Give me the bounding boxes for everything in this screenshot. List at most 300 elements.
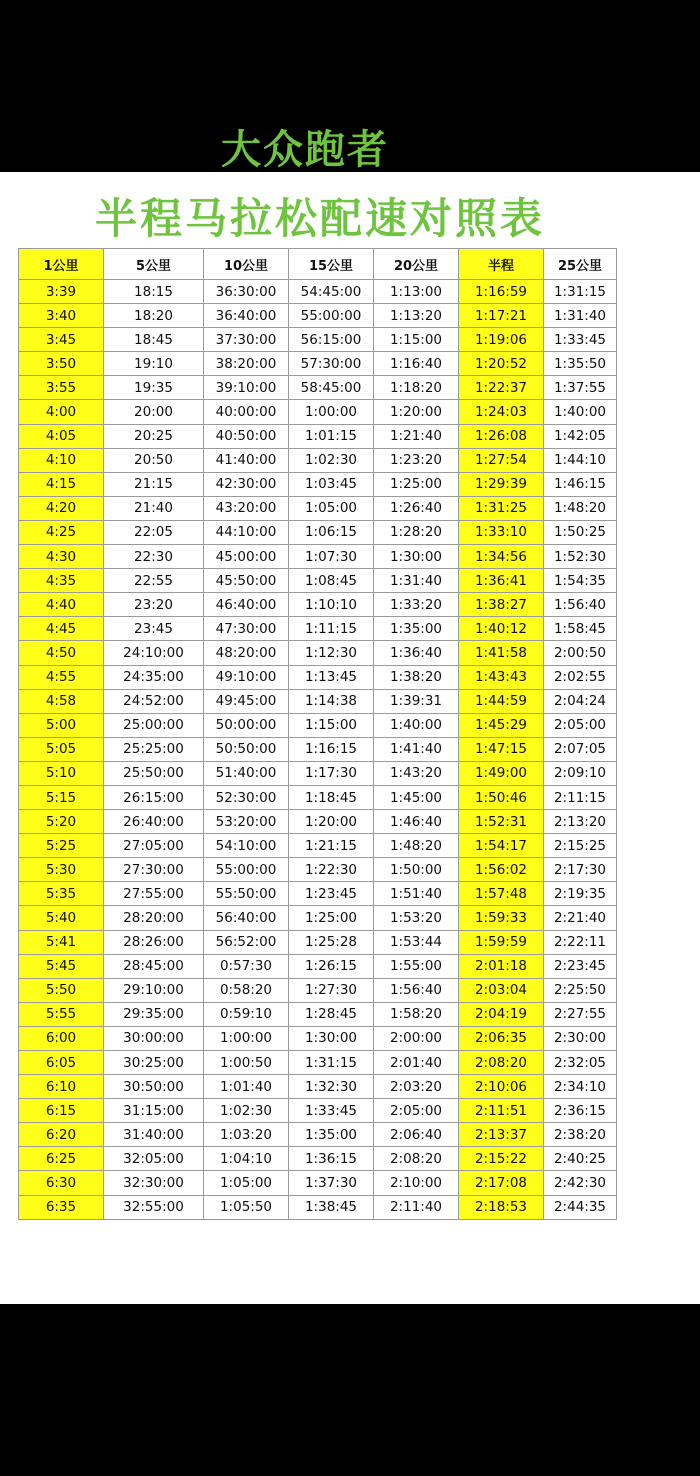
time-20km-cell: 2:01:40 (374, 1051, 459, 1075)
time-10km-cell: 1:03:20 (204, 1123, 289, 1147)
time-20km-cell: 1:39:31 (374, 689, 459, 713)
table-row (19, 834, 617, 858)
table-row (19, 1026, 617, 1050)
time-10km-cell: 52:30:00 (204, 785, 289, 809)
pace-1km-cell: 4:50 (19, 641, 104, 665)
time-5km-cell: 32:30:00 (104, 1171, 204, 1195)
time-25km-cell: 1:42:05 (544, 424, 617, 448)
pace-1km-cell: 4:58 (19, 689, 104, 713)
time-15km-cell: 1:16:15 (289, 737, 374, 761)
time-15km-cell: 1:23:45 (289, 882, 374, 906)
time-25km-cell: 2:00:50 (544, 641, 617, 665)
table-row (19, 930, 617, 954)
time-half-cell: 1:43:43 (459, 665, 544, 689)
time-25km-cell: 2:38:20 (544, 1123, 617, 1147)
table-row (19, 785, 617, 809)
pace-1km-cell: 4:25 (19, 520, 104, 544)
time-half-cell: 1:34:56 (459, 545, 544, 569)
time-15km-cell: 1:25:28 (289, 930, 374, 954)
table-row (19, 376, 617, 400)
time-20km-cell: 1:13:00 (374, 280, 459, 304)
time-half-cell: 2:13:37 (459, 1123, 544, 1147)
time-half-cell: 1:33:10 (459, 520, 544, 544)
time-10km-cell: 39:10:00 (204, 376, 289, 400)
table-row (19, 665, 617, 689)
table-row (19, 1002, 617, 1026)
time-15km-cell: 1:15:00 (289, 713, 374, 737)
time-20km-cell: 1:21:40 (374, 424, 459, 448)
time-15km-cell: 1:32:30 (289, 1075, 374, 1099)
time-15km-cell: 1:05:00 (289, 496, 374, 520)
time-5km-cell: 25:50:00 (104, 761, 204, 785)
time-25km-cell: 2:19:35 (544, 882, 617, 906)
table-row (19, 545, 617, 569)
time-25km-cell: 1:56:40 (544, 593, 617, 617)
time-20km-cell: 1:41:40 (374, 737, 459, 761)
pace-1km-cell: 6:15 (19, 1099, 104, 1123)
table-row (19, 641, 617, 665)
time-25km-cell: 2:42:30 (544, 1171, 617, 1195)
time-5km-cell: 20:25 (104, 424, 204, 448)
pace-1km-cell: 5:30 (19, 858, 104, 882)
time-20km-cell: 2:11:40 (374, 1195, 459, 1219)
table-row (19, 1195, 617, 1219)
time-5km-cell: 21:15 (104, 472, 204, 496)
time-half-cell: 1:45:29 (459, 713, 544, 737)
time-half-cell: 1:47:15 (459, 737, 544, 761)
time-10km-cell: 48:20:00 (204, 641, 289, 665)
header-1km: 1公里 (19, 249, 104, 280)
time-20km-cell: 1:25:00 (374, 472, 459, 496)
pace-1km-cell: 3:45 (19, 328, 104, 352)
time-10km-cell: 0:57:30 (204, 954, 289, 978)
time-20km-cell: 1:53:44 (374, 930, 459, 954)
time-20km-cell: 2:05:00 (374, 1099, 459, 1123)
time-15km-cell: 1:35:00 (289, 1123, 374, 1147)
time-20km-cell: 2:06:40 (374, 1123, 459, 1147)
time-25km-cell: 1:52:30 (544, 545, 617, 569)
time-20km-cell: 2:00:00 (374, 1026, 459, 1050)
time-10km-cell: 1:05:50 (204, 1195, 289, 1219)
time-15km-cell: 1:11:15 (289, 617, 374, 641)
time-half-cell: 2:06:35 (459, 1026, 544, 1050)
header-half-marathon: 半程 (459, 249, 544, 280)
table-row (19, 569, 617, 593)
time-15km-cell: 1:17:30 (289, 761, 374, 785)
time-25km-cell: 2:36:15 (544, 1099, 617, 1123)
header-20km: 20公里 (374, 249, 459, 280)
table-row (19, 472, 617, 496)
time-20km-cell: 1:40:00 (374, 713, 459, 737)
time-half-cell: 1:50:46 (459, 785, 544, 809)
time-15km-cell: 1:02:30 (289, 448, 374, 472)
time-25km-cell: 1:35:50 (544, 352, 617, 376)
pace-1km-cell: 6:00 (19, 1026, 104, 1050)
pace-1km-cell: 3:50 (19, 352, 104, 376)
time-20km-cell: 1:36:40 (374, 641, 459, 665)
table-row (19, 761, 617, 785)
time-15km-cell: 1:20:00 (289, 810, 374, 834)
pace-1km-cell: 5:41 (19, 930, 104, 954)
time-half-cell: 1:38:27 (459, 593, 544, 617)
time-half-cell: 1:36:41 (459, 569, 544, 593)
time-15km-cell: 1:28:45 (289, 1002, 374, 1026)
time-half-cell: 1:22:37 (459, 376, 544, 400)
pace-1km-cell: 6:35 (19, 1195, 104, 1219)
time-half-cell: 1:54:17 (459, 834, 544, 858)
time-10km-cell: 51:40:00 (204, 761, 289, 785)
time-20km-cell: 1:28:20 (374, 520, 459, 544)
time-25km-cell: 1:44:10 (544, 448, 617, 472)
time-25km-cell: 1:46:15 (544, 472, 617, 496)
time-5km-cell: 18:20 (104, 304, 204, 328)
time-half-cell: 1:40:12 (459, 617, 544, 641)
time-5km-cell: 32:05:00 (104, 1147, 204, 1171)
time-15km-cell: 1:00:00 (289, 400, 374, 424)
time-25km-cell: 2:44:35 (544, 1195, 617, 1219)
time-5km-cell: 20:00 (104, 400, 204, 424)
time-20km-cell: 1:45:00 (374, 785, 459, 809)
time-half-cell: 2:18:53 (459, 1195, 544, 1219)
time-10km-cell: 0:59:10 (204, 1002, 289, 1026)
time-20km-cell: 1:30:00 (374, 545, 459, 569)
time-5km-cell: 18:15 (104, 280, 204, 304)
time-25km-cell: 2:04:24 (544, 689, 617, 713)
time-25km-cell: 2:22:11 (544, 930, 617, 954)
time-half-cell: 1:27:54 (459, 448, 544, 472)
time-20km-cell: 1:15:00 (374, 328, 459, 352)
time-20km-cell: 1:33:20 (374, 593, 459, 617)
time-half-cell: 2:10:06 (459, 1075, 544, 1099)
time-20km-cell: 1:48:20 (374, 834, 459, 858)
pace-1km-cell: 4:15 (19, 472, 104, 496)
time-15km-cell: 54:45:00 (289, 280, 374, 304)
table-row (19, 1171, 617, 1195)
table-row (19, 328, 617, 352)
time-half-cell: 1:29:39 (459, 472, 544, 496)
pace-table-body (19, 280, 617, 1220)
time-half-cell: 2:17:08 (459, 1171, 544, 1195)
pace-1km-cell: 4:20 (19, 496, 104, 520)
time-15km-cell: 1:01:15 (289, 424, 374, 448)
table-row (19, 1147, 617, 1171)
time-5km-cell: 30:25:00 (104, 1051, 204, 1075)
time-half-cell: 1:59:59 (459, 930, 544, 954)
pace-1km-cell: 4:45 (19, 617, 104, 641)
time-15km-cell: 55:00:00 (289, 304, 374, 328)
time-5km-cell: 29:10:00 (104, 978, 204, 1002)
time-5km-cell: 24:52:00 (104, 689, 204, 713)
time-15km-cell: 56:15:00 (289, 328, 374, 352)
time-20km-cell: 1:16:40 (374, 352, 459, 376)
time-10km-cell: 41:40:00 (204, 448, 289, 472)
time-25km-cell: 2:25:50 (544, 978, 617, 1002)
pace-table (18, 248, 617, 1220)
time-5km-cell: 29:35:00 (104, 1002, 204, 1026)
time-10km-cell: 43:20:00 (204, 496, 289, 520)
time-10km-cell: 54:10:00 (204, 834, 289, 858)
page-title: 半程马拉松配速对照表 (94, 194, 545, 243)
time-5km-cell: 32:55:00 (104, 1195, 204, 1219)
time-15km-cell: 1:14:38 (289, 689, 374, 713)
bottom-black-bar (0, 1304, 700, 1476)
time-15km-cell: 1:10:10 (289, 593, 374, 617)
time-20km-cell: 1:56:40 (374, 978, 459, 1002)
time-5km-cell: 19:35 (104, 376, 204, 400)
table-row (19, 617, 617, 641)
pace-1km-cell: 4:35 (19, 569, 104, 593)
time-15km-cell: 1:31:15 (289, 1051, 374, 1075)
time-10km-cell: 50:00:00 (204, 713, 289, 737)
time-25km-cell: 2:09:10 (544, 761, 617, 785)
time-20km-cell: 1:31:40 (374, 569, 459, 593)
time-half-cell: 1:49:00 (459, 761, 544, 785)
time-10km-cell: 45:00:00 (204, 545, 289, 569)
time-half-cell: 1:44:59 (459, 689, 544, 713)
time-10km-cell: 56:52:00 (204, 930, 289, 954)
table-row (19, 304, 617, 328)
time-5km-cell: 21:40 (104, 496, 204, 520)
time-25km-cell: 2:32:05 (544, 1051, 617, 1075)
time-5km-cell: 22:55 (104, 569, 204, 593)
pace-1km-cell: 6:05 (19, 1051, 104, 1075)
time-5km-cell: 26:15:00 (104, 785, 204, 809)
pace-1km-cell: 5:35 (19, 882, 104, 906)
time-10km-cell: 44:10:00 (204, 520, 289, 544)
time-20km-cell: 2:10:00 (374, 1171, 459, 1195)
time-15km-cell: 1:38:45 (289, 1195, 374, 1219)
time-25km-cell: 1:37:55 (544, 376, 617, 400)
table-row (19, 400, 617, 424)
time-15km-cell: 1:30:00 (289, 1026, 374, 1050)
time-10km-cell: 40:50:00 (204, 424, 289, 448)
time-25km-cell: 2:05:00 (544, 713, 617, 737)
pace-1km-cell: 5:05 (19, 737, 104, 761)
table-row (19, 1099, 617, 1123)
time-10km-cell: 49:10:00 (204, 665, 289, 689)
time-5km-cell: 30:50:00 (104, 1075, 204, 1099)
time-5km-cell: 22:05 (104, 520, 204, 544)
time-5km-cell: 25:25:00 (104, 737, 204, 761)
table-row (19, 1123, 617, 1147)
time-15km-cell: 1:08:45 (289, 569, 374, 593)
time-half-cell: 1:41:58 (459, 641, 544, 665)
time-25km-cell: 2:17:30 (544, 858, 617, 882)
pace-1km-cell: 6:25 (19, 1147, 104, 1171)
pace-1km-cell: 3:40 (19, 304, 104, 328)
time-half-cell: 1:57:48 (459, 882, 544, 906)
table-row (19, 978, 617, 1002)
time-10km-cell: 50:50:00 (204, 737, 289, 761)
time-25km-cell: 2:30:00 (544, 1026, 617, 1050)
time-half-cell: 1:31:25 (459, 496, 544, 520)
time-10km-cell: 45:50:00 (204, 569, 289, 593)
time-half-cell: 2:11:51 (459, 1099, 544, 1123)
time-15km-cell: 1:22:30 (289, 858, 374, 882)
table-row (19, 448, 617, 472)
time-25km-cell: 2:21:40 (544, 906, 617, 930)
time-5km-cell: 28:45:00 (104, 954, 204, 978)
time-half-cell: 1:16:59 (459, 280, 544, 304)
time-15km-cell: 1:37:30 (289, 1171, 374, 1195)
time-5km-cell: 22:30 (104, 545, 204, 569)
time-10km-cell: 1:00:00 (204, 1026, 289, 1050)
time-15km-cell: 1:27:30 (289, 978, 374, 1002)
time-25km-cell: 1:54:35 (544, 569, 617, 593)
time-10km-cell: 49:45:00 (204, 689, 289, 713)
header-5km: 5公里 (104, 249, 204, 280)
time-25km-cell: 1:31:40 (544, 304, 617, 328)
time-half-cell: 1:24:03 (459, 400, 544, 424)
time-25km-cell: 2:23:45 (544, 954, 617, 978)
time-15km-cell: 1:13:45 (289, 665, 374, 689)
time-10km-cell: 1:00:50 (204, 1051, 289, 1075)
time-20km-cell: 1:20:00 (374, 400, 459, 424)
time-half-cell: 2:15:22 (459, 1147, 544, 1171)
pace-1km-cell: 5:20 (19, 810, 104, 834)
pace-table-header-row (19, 249, 617, 280)
table-row (19, 1075, 617, 1099)
time-10km-cell: 1:04:10 (204, 1147, 289, 1171)
time-half-cell: 1:17:21 (459, 304, 544, 328)
pace-1km-cell: 5:45 (19, 954, 104, 978)
time-5km-cell: 24:10:00 (104, 641, 204, 665)
time-5km-cell: 19:10 (104, 352, 204, 376)
time-15km-cell: 1:21:15 (289, 834, 374, 858)
time-5km-cell: 26:40:00 (104, 810, 204, 834)
time-10km-cell: 47:30:00 (204, 617, 289, 641)
table-row (19, 858, 617, 882)
time-5km-cell: 25:00:00 (104, 713, 204, 737)
time-20km-cell: 1:35:00 (374, 617, 459, 641)
time-10km-cell: 55:50:00 (204, 882, 289, 906)
time-5km-cell: 27:55:00 (104, 882, 204, 906)
time-5km-cell: 27:05:00 (104, 834, 204, 858)
pace-1km-cell: 5:50 (19, 978, 104, 1002)
time-20km-cell: 1:58:20 (374, 1002, 459, 1026)
time-half-cell: 1:52:31 (459, 810, 544, 834)
time-15km-cell: 1:03:45 (289, 472, 374, 496)
time-25km-cell: 2:34:10 (544, 1075, 617, 1099)
time-5km-cell: 31:40:00 (104, 1123, 204, 1147)
time-25km-cell: 1:58:45 (544, 617, 617, 641)
time-half-cell: 1:19:06 (459, 328, 544, 352)
time-10km-cell: 36:30:00 (204, 280, 289, 304)
table-row (19, 954, 617, 978)
time-10km-cell: 42:30:00 (204, 472, 289, 496)
time-half-cell: 1:56:02 (459, 858, 544, 882)
pace-1km-cell: 6:10 (19, 1075, 104, 1099)
pace-1km-cell: 4:30 (19, 545, 104, 569)
table-row (19, 737, 617, 761)
pace-1km-cell: 5:10 (19, 761, 104, 785)
pace-1km-cell: 5:40 (19, 906, 104, 930)
time-10km-cell: 1:02:30 (204, 1099, 289, 1123)
time-20km-cell: 2:08:20 (374, 1147, 459, 1171)
time-15km-cell: 57:30:00 (289, 352, 374, 376)
time-10km-cell: 53:20:00 (204, 810, 289, 834)
table-row (19, 593, 617, 617)
time-10km-cell: 38:20:00 (204, 352, 289, 376)
pace-1km-cell: 4:05 (19, 424, 104, 448)
table-row (19, 810, 617, 834)
time-15km-cell: 1:07:30 (289, 545, 374, 569)
time-10km-cell: 46:40:00 (204, 593, 289, 617)
time-half-cell: 1:20:52 (459, 352, 544, 376)
time-25km-cell: 2:13:20 (544, 810, 617, 834)
time-half-cell: 2:01:18 (459, 954, 544, 978)
time-25km-cell: 1:48:20 (544, 496, 617, 520)
pace-1km-cell: 5:55 (19, 1002, 104, 1026)
time-20km-cell: 1:46:40 (374, 810, 459, 834)
table-row (19, 520, 617, 544)
time-10km-cell: 1:05:00 (204, 1171, 289, 1195)
time-5km-cell: 18:45 (104, 328, 204, 352)
time-5km-cell: 24:35:00 (104, 665, 204, 689)
time-20km-cell: 1:43:20 (374, 761, 459, 785)
time-half-cell: 2:03:04 (459, 978, 544, 1002)
table-row (19, 280, 617, 304)
time-5km-cell: 23:20 (104, 593, 204, 617)
pace-1km-cell: 3:55 (19, 376, 104, 400)
time-25km-cell: 1:40:00 (544, 400, 617, 424)
time-15km-cell: 58:45:00 (289, 376, 374, 400)
pace-1km-cell: 4:40 (19, 593, 104, 617)
table-row (19, 352, 617, 376)
header-25km: 25公里 (544, 249, 617, 280)
time-15km-cell: 1:33:45 (289, 1099, 374, 1123)
time-25km-cell: 2:07:05 (544, 737, 617, 761)
time-5km-cell: 28:26:00 (104, 930, 204, 954)
time-10km-cell: 56:40:00 (204, 906, 289, 930)
table-row (19, 713, 617, 737)
time-10km-cell: 1:01:40 (204, 1075, 289, 1099)
table-row (19, 882, 617, 906)
pace-1km-cell: 4:10 (19, 448, 104, 472)
pace-1km-cell: 6:30 (19, 1171, 104, 1195)
time-5km-cell: 23:45 (104, 617, 204, 641)
time-10km-cell: 40:00:00 (204, 400, 289, 424)
time-20km-cell: 1:50:00 (374, 858, 459, 882)
time-10km-cell: 37:30:00 (204, 328, 289, 352)
time-15km-cell: 1:18:45 (289, 785, 374, 809)
time-25km-cell: 1:50:25 (544, 520, 617, 544)
time-25km-cell: 2:15:25 (544, 834, 617, 858)
time-15km-cell: 1:12:30 (289, 641, 374, 665)
time-25km-cell: 2:27:55 (544, 1002, 617, 1026)
pace-1km-cell: 6:20 (19, 1123, 104, 1147)
time-20km-cell: 2:03:20 (374, 1075, 459, 1099)
time-20km-cell: 1:55:00 (374, 954, 459, 978)
table-row (19, 906, 617, 930)
time-half-cell: 1:59:33 (459, 906, 544, 930)
pace-1km-cell: 5:15 (19, 785, 104, 809)
brand-name: 大众跑者 (221, 127, 389, 173)
time-half-cell: 2:04:19 (459, 1002, 544, 1026)
time-10km-cell: 36:40:00 (204, 304, 289, 328)
time-20km-cell: 1:23:20 (374, 448, 459, 472)
time-25km-cell: 2:02:55 (544, 665, 617, 689)
time-5km-cell: 27:30:00 (104, 858, 204, 882)
pace-1km-cell: 5:00 (19, 713, 104, 737)
time-20km-cell: 1:26:40 (374, 496, 459, 520)
time-20km-cell: 1:53:20 (374, 906, 459, 930)
time-half-cell: 1:26:08 (459, 424, 544, 448)
time-25km-cell: 1:31:15 (544, 280, 617, 304)
time-5km-cell: 20:50 (104, 448, 204, 472)
time-15km-cell: 1:25:00 (289, 906, 374, 930)
time-25km-cell: 2:40:25 (544, 1147, 617, 1171)
